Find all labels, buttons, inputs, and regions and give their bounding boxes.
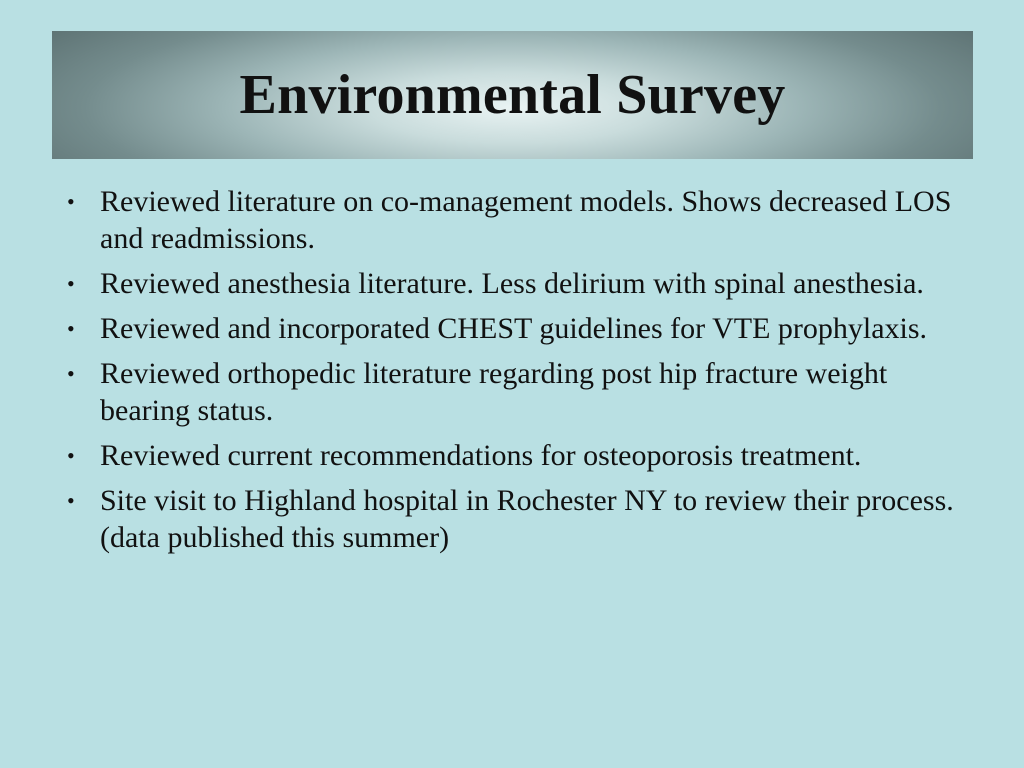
bullet-icon: •	[67, 189, 75, 214]
bullet-item	[62, 482, 962, 556]
title-banner	[52, 31, 973, 159]
bullet-item	[62, 355, 962, 429]
bullet-list	[62, 183, 962, 564]
bullet-text: Reviewed current recommendations for osteoporosis treatment.	[100, 439, 862, 472]
bullet-text: Site visit to Highland hospital in Rochester NY to review their process. (data published this summer)	[100, 484, 954, 554]
bullet-icon: •	[67, 316, 75, 341]
bullet-text: Reviewed and incorporated CHEST guidelines for VTE prophylaxis.	[100, 312, 928, 345]
bullet-text: Reviewed orthopedic literature regarding post hip fracture weight bearing status.	[100, 357, 888, 427]
bullet-icon: •	[67, 271, 75, 296]
bullet-icon: •	[67, 361, 75, 386]
bullet-icon: •	[67, 488, 75, 513]
bullet-text: Reviewed anesthesia literature. Less delirium with spinal anesthesia.	[100, 267, 924, 300]
bullet-text: Reviewed literature on co-management models. Shows decreased LOS and readmissions.	[100, 185, 952, 255]
bullet-item	[62, 265, 962, 302]
bullet-item	[62, 310, 962, 347]
bullet-item	[62, 183, 962, 257]
slide-title: Environmental Survey	[239, 64, 786, 126]
bullet-item	[62, 437, 962, 474]
bullet-icon: •	[67, 443, 75, 468]
